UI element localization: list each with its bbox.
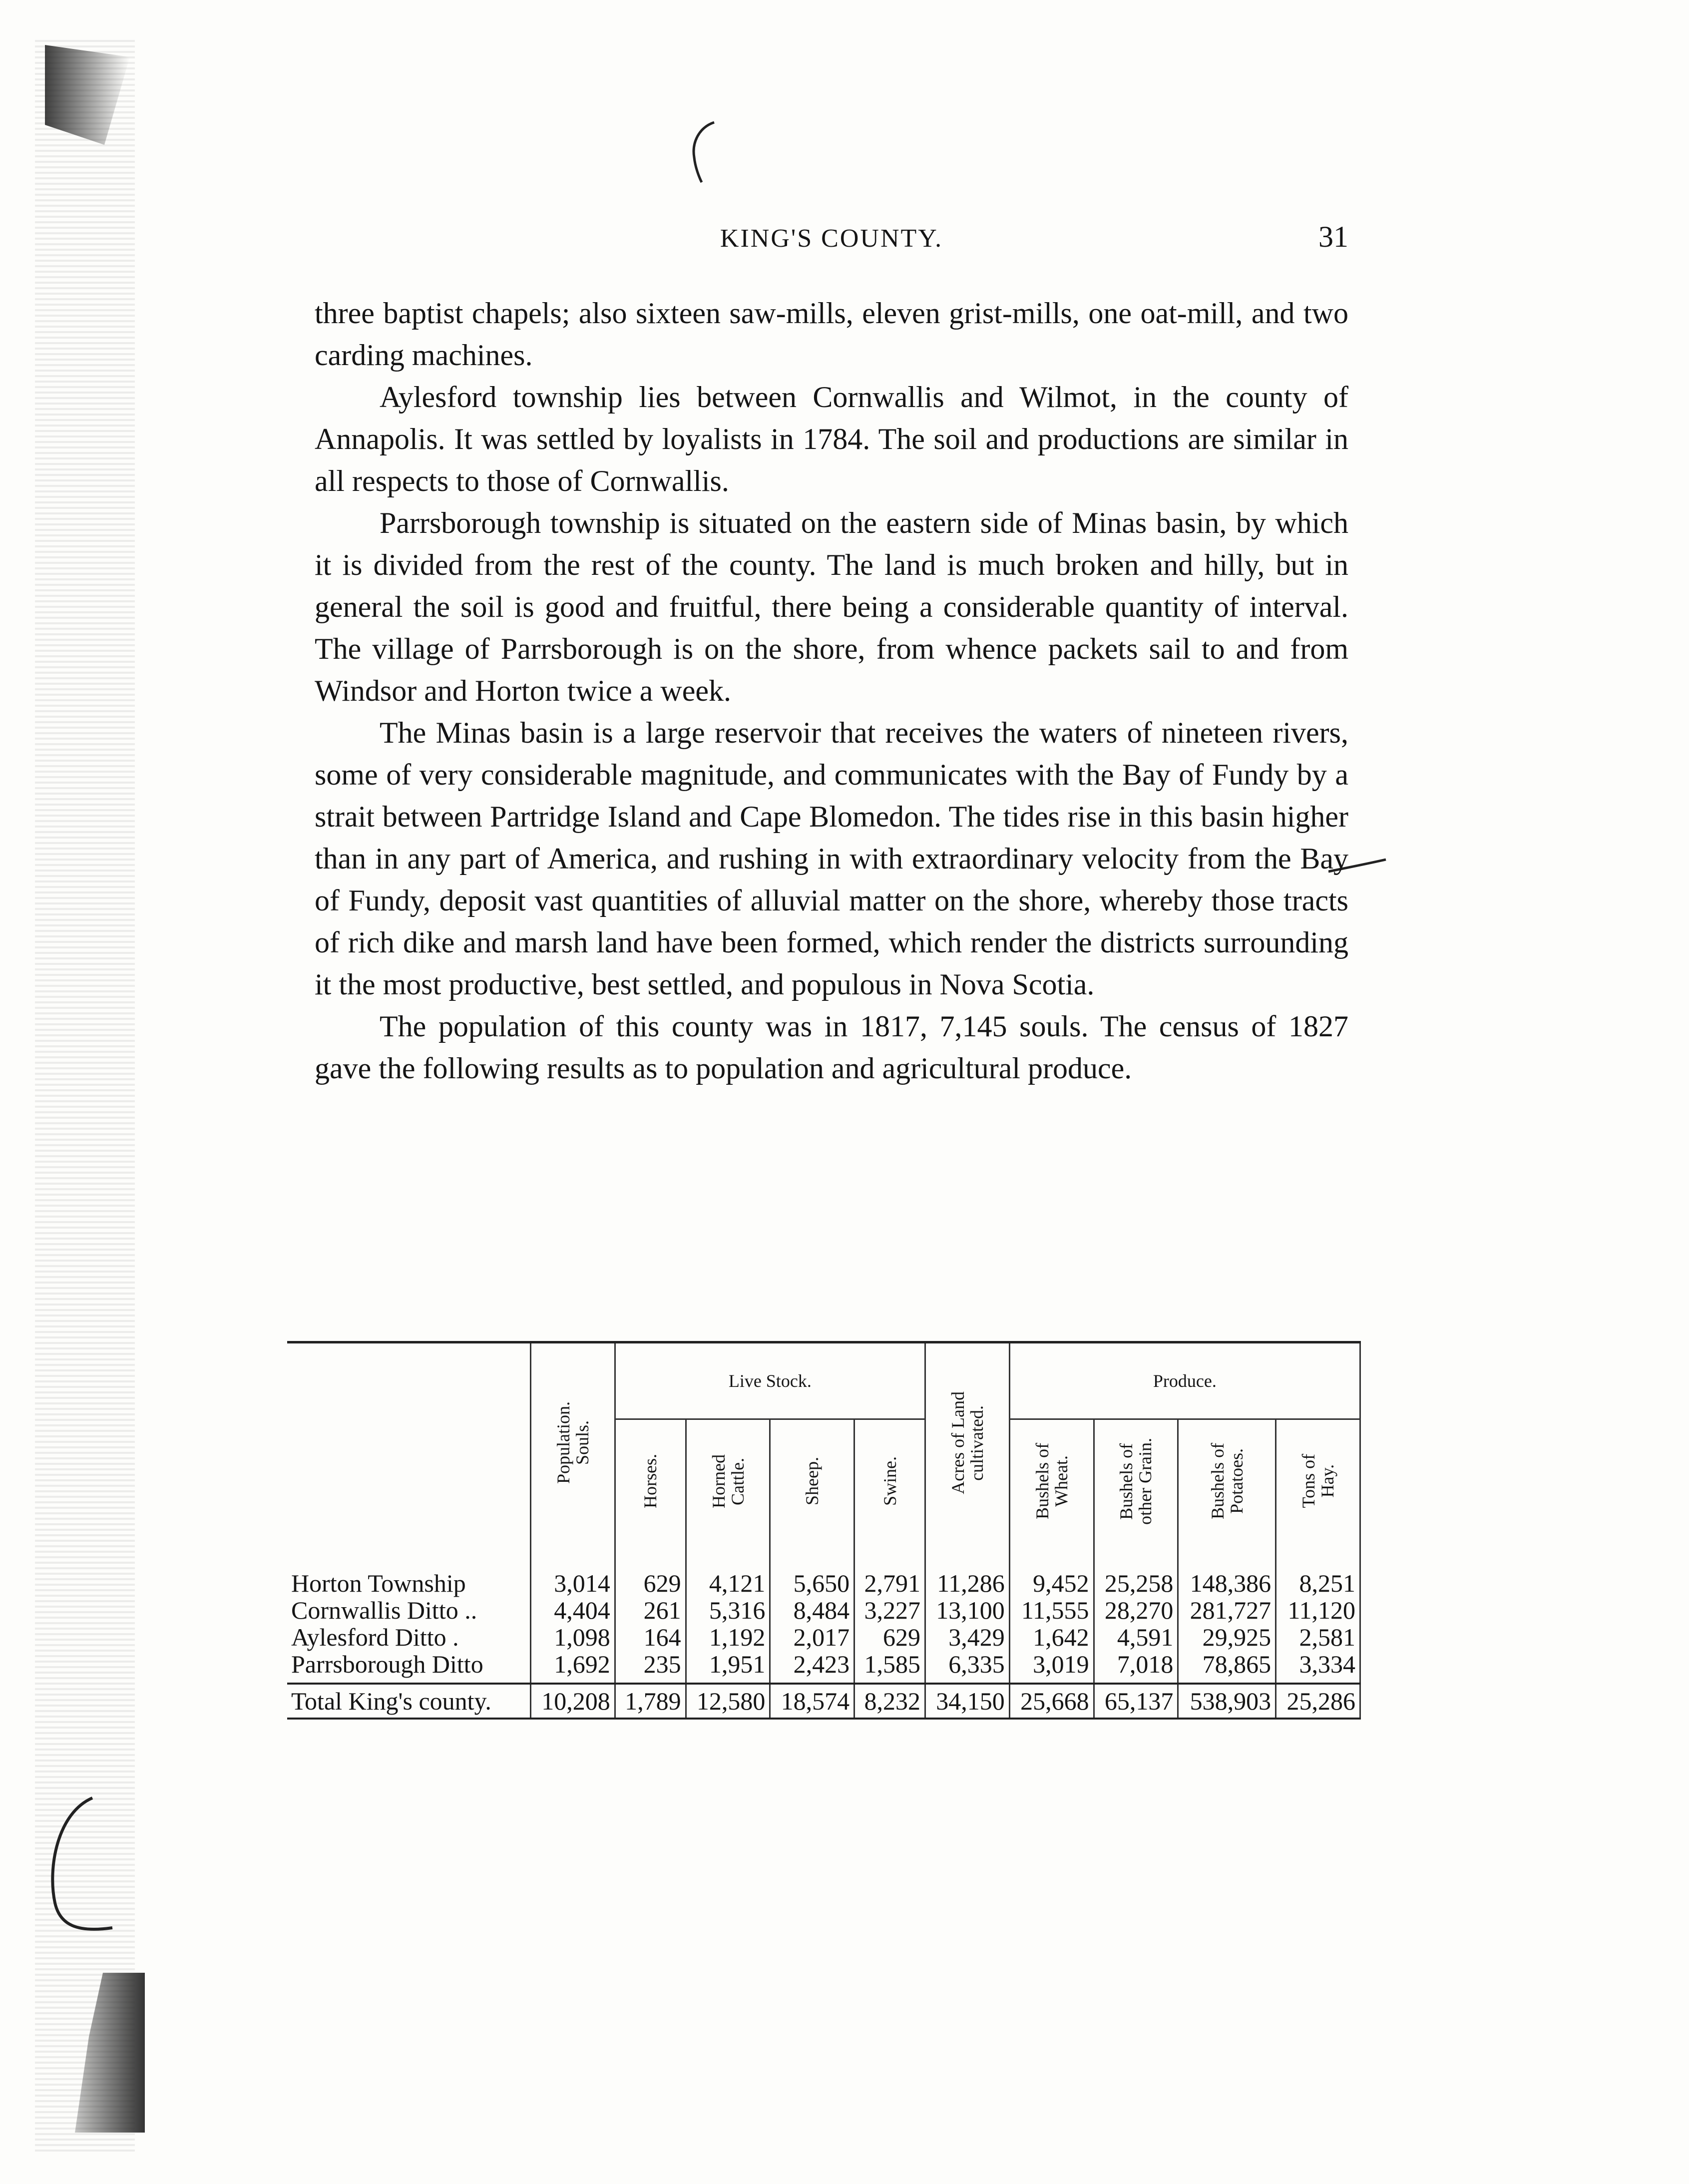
total-horned-cattle: 12,580 [686,1684,770,1719]
column-header-other-grain: Bushels of other Grain. [1094,1419,1178,1550]
cell-acres: 6,335 [925,1651,1010,1684]
cell-wheat: 3,019 [1009,1651,1094,1684]
table-row [287,1624,1360,1651]
pencil-bracket-mark [37,1793,122,1943]
cell-population: 4,404 [531,1597,615,1624]
total-label: Total King's county. [287,1684,531,1719]
total-wheat: 25,668 [1009,1684,1094,1719]
cell-potatoes: 148,386 [1178,1570,1276,1597]
page-header [315,220,1348,260]
cell-sheep: 8,484 [770,1597,854,1624]
cell-horses: 164 [615,1624,686,1651]
pencil-mark-top [679,117,729,187]
table-row [287,1597,1360,1624]
row-label: Parrsborough Ditto [291,1650,483,1678]
row-label: Horton Township [291,1569,466,1597]
cell-population: 1,098 [531,1624,615,1651]
group-header-live-stock: Live Stock. [615,1342,925,1419]
total-other-grain: 65,137 [1094,1684,1178,1719]
row-label: Cornwallis Ditto .. [291,1596,477,1624]
cell-swine: 3,227 [854,1597,925,1624]
column-header-potatoes: Bushels of Potatoes. [1178,1419,1276,1550]
row-label: Aylesford Ditto . [291,1623,459,1651]
cell-other-grain: 28,270 [1094,1597,1178,1624]
column-header-acres: Acres of Land cultivated. [925,1342,1010,1550]
paragraph: Aylesford township lies between Cornwallis and Wilmot, in the county of Annapolis. It was settled by loyalists in 1784. The soil and productions are similar in all respects to those of Cornwallis. [315,381,1348,497]
cell-potatoes: 29,925 [1178,1624,1276,1651]
cell-horses: 261 [615,1597,686,1624]
total-sheep: 18,574 [770,1684,854,1719]
table-row [287,1651,1360,1684]
cell-sheep: 2,423 [770,1651,854,1684]
paragraph: Parrsborough township is situated on the eastern side of Minas basin, by which it is divided from the rest of the county. The land is much broken and hilly, but in general the soil is good and fruitful, there being a considerable quantity of interval. The village of Parrsborough is on the shore, from whence packets sail to and from Windsor and Horton twice a week. [315,506,1348,707]
cell-hay: 2,581 [1276,1624,1360,1651]
column-header-wheat: Bushels of Wheat. [1009,1419,1094,1550]
paragraph: three baptist chapels; also sixteen saw-mills, eleven grist-mills, one oat-mill, and two carding machines. [315,297,1348,372]
cell-potatoes: 281,727 [1178,1597,1276,1624]
total-row [287,1684,1360,1719]
cell-sheep: 2,017 [770,1624,854,1651]
cell-acres: 3,429 [925,1624,1010,1651]
cell-population: 3,014 [531,1570,615,1597]
cell-horned-cattle: 1,192 [686,1624,770,1651]
cell-acres: 11,286 [925,1570,1010,1597]
group-header-produce: Produce. [1009,1342,1360,1419]
cell-swine: 629 [854,1624,925,1651]
total-potatoes: 538,903 [1178,1684,1276,1719]
cell-other-grain: 25,258 [1094,1570,1178,1597]
total-hay: 25,286 [1276,1684,1360,1719]
total-acres: 34,150 [925,1684,1010,1719]
total-swine: 8,232 [854,1684,925,1719]
census-table [287,1341,1361,1720]
running-head: KING'S COUNTY. [720,224,943,253]
cell-horses: 629 [615,1570,686,1597]
cell-wheat: 1,642 [1009,1624,1094,1651]
cell-sheep: 5,650 [770,1570,854,1597]
column-header-sheep: Sheep. [770,1419,854,1550]
cell-horned-cattle: 5,316 [686,1597,770,1624]
page-number: 31 [1318,220,1348,253]
cell-hay: 3,334 [1276,1651,1360,1684]
column-header-population: Population. Souls. [531,1342,615,1550]
cell-swine: 1,585 [854,1651,925,1684]
cell-other-grain: 7,018 [1094,1651,1178,1684]
cell-hay: 8,251 [1276,1570,1360,1597]
cell-potatoes: 78,865 [1178,1651,1276,1684]
cell-swine: 2,791 [854,1570,925,1597]
cell-wheat: 11,555 [1009,1597,1094,1624]
column-header-hay: Tons of Hay. [1276,1419,1360,1550]
column-header-horses: Horses. [615,1419,686,1550]
cell-other-grain: 4,591 [1094,1624,1178,1651]
cell-horned-cattle: 4,121 [686,1570,770,1597]
table-row [287,1570,1360,1597]
corner-header-cell [287,1342,531,1550]
cell-hay: 11,120 [1276,1597,1360,1624]
column-header-horned-cattle: Horned Cattle. [686,1419,770,1550]
paragraph: The population of this county was in 1817, 7,145 souls. The census of 1827 gave the following results as to population and agricultural produce. [315,1010,1348,1085]
census-table-container [287,1341,1361,2153]
body-text [315,292,1348,1089]
cell-wheat: 9,452 [1009,1570,1094,1597]
total-horses: 1,789 [615,1684,686,1719]
cell-acres: 13,100 [925,1597,1010,1624]
cell-horses: 235 [615,1651,686,1684]
total-population: 10,208 [531,1684,615,1719]
spacer-row [287,1550,1360,1570]
paragraph: The Minas basin is a large reservoir that receives the waters of nineteen rivers, some of very considerable magnitude, and communicates with the Bay of Fundy by a strait between Partridge Island and Cape Blomedon. The tides rise in this basin higher than in any part of America, and rushing in with extraordinary velocity from the Bay of Fundy, deposit vast quantities of alluvial matter on the shore, whereby those tracts of rich dike and marsh land have been formed, which render the districts surrounding it the most productive, best settled, and populous in Nova Scotia. [315,716,1348,1001]
column-header-swine: Swine. [854,1419,925,1550]
cell-horned-cattle: 1,951 [686,1651,770,1684]
cell-population: 1,692 [531,1651,615,1684]
